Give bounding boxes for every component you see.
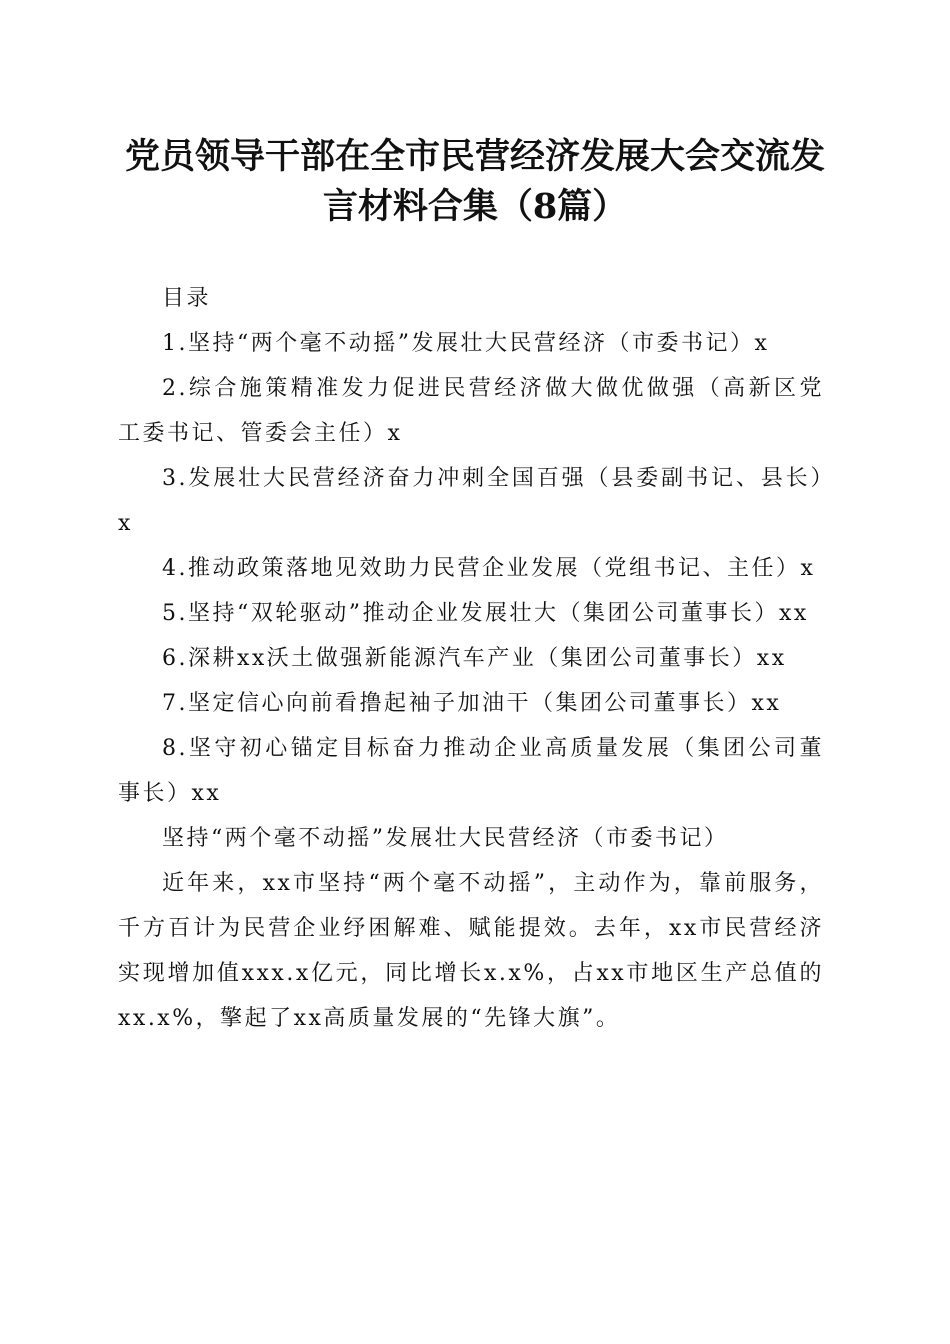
- toc-item-4: 4.推动政策落地见效助力民营企业发展（党组书记、主任）x: [162, 556, 816, 581]
- toc-item-5: 5.坚持“双轮驱动”推动企业发展壮大（集团公司董事长）xx: [162, 601, 809, 626]
- body-paragraph-1: 近年来，xx市坚持“两个毫不动摇”，主动作为，靠前服务，千方百计为民营企业纾困解难、赋能提效。去年，xx市民营经济实现增加值xxx.x亿元，同比增长x.x%，占xx市地区生产总值的xx.x%，擎起了xx高质量发展的“先锋大旗”。: [118, 871, 824, 1031]
- toc-item-1: 1.坚持“两个毫不动摇”发展壮大民营经济（市委书记）x: [162, 331, 770, 356]
- toc-item-6: 6.深耕xx沃土做强新能源汽车产业（集团公司董事长）xx: [162, 646, 787, 671]
- document-title: [110, 132, 840, 232]
- toc-item-7: 7.坚定信心向前看撸起袖子加油干（集团公司董事长）xx: [162, 691, 782, 716]
- toc-item-2: 2.综合施策精准发力促进民营经济做大做优做强（高新区党工委书记、管委会主任）x: [118, 376, 824, 446]
- toc-heading: 目录: [162, 286, 212, 311]
- toc-item-8: 8.坚守初心锚定目标奋力推动企业高质量发展（集团公司董事长）xx: [118, 736, 824, 806]
- document-title-line-1: 党员领导干部在全市民营经济发展大会交流发: [124, 136, 825, 177]
- toc-item-3: 3.发展壮大民营经济奋力冲刺全国百强（县委副书记、县长）x: [118, 466, 824, 536]
- document-body: [118, 276, 824, 1041]
- section-title: 坚持“两个毫不动摇”发展壮大民营经济（市委书记）: [162, 826, 729, 851]
- document-title-line-2: 言材料合集（8篇）: [322, 186, 628, 227]
